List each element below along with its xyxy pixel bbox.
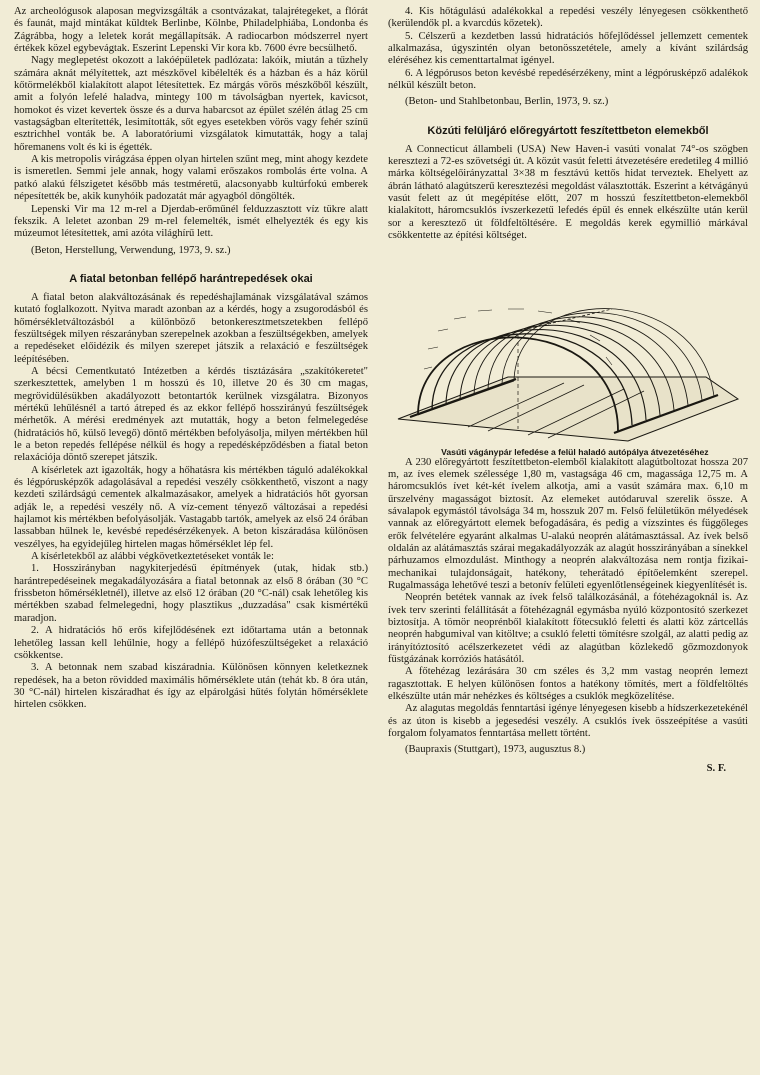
paragraph: A Connecticut állambeli (USA) New Haven-i vasúti vonalat 74°-os szögben keresztezi a 72-es szövetségi út. A közút vasút feletti átvezetésére eredetileg 4 millió márka költségelőirányzattal 3×38 m fesztávú kettős hidat terveztek. Ehelyett az ábrán látható alagútszerű keresztezési megoldást választották. Eszerint a kétvágányú vasút felett az út megépítése előtt, 207 m hosszú feszítettbeton-elemekből kialakított, háromcsuklós ívszerkezetű lefedés épül és ennek elkészülte után kerül sor a keresztező út földfeltöltésére. E megoldás kerek egymillió márkával csökkentette az építési költséget. xyxy=(388,143,748,242)
right-column xyxy=(388,6,748,775)
list-item: 5. Célszerű a kezdetben lassú hidratációs hőfejlődéssel jellemzett cementek alkalmazása, úgyszintén olyan betonösszetétele, amely a kívánt szilárdság eléréséhez kis cementtartalmat igényel. xyxy=(388,30,748,67)
list-item: 6. A légpórusos beton kevésbé repedésérzékeny, mint a légpórusképző adalékok nélkül készült beton. xyxy=(388,67,748,92)
paragraph: Neoprén betétek vannak az ívek felső találkozásánál, a fótehézagoknál is. Az ívek terv szerinti felállítását a fötehézagnál egymásba nyúló központosító szerkezet biztosítja. A tömör neoprénből kialakított főtecsukló feletti és alatti köz zártcellás neoprén habgumival van kitöltve; a csukló feletti tömítésre szolgál, az alatti pedig az irányítóztosító acélszerkezetet védi az alagútban közlekedő gőzmozdonyok füstgázának korróziós hatásától. xyxy=(388,592,748,665)
figure-caption: Vasúti vágánypár lefedése a felül haladó autópálya átvezetéséhez xyxy=(441,446,709,457)
source-citation: (Beton, Herstellung, Verwendung, 1973, 9. sz.) xyxy=(30,244,231,256)
list-item: 3. A betonnak nem szabad kiszáradnia. Különösen könnyen keletkeznek repedések, ha a beton rövidded maximális hőmérséklete után (tehát kb. 8 óra után, 30 °C-nál) hirtelen kiszáradhat és így az elpárolgási hűtés folytán hőmérséklete hirtelen csökken. xyxy=(14,662,368,711)
left-column xyxy=(14,6,368,712)
source-citation: (Beton- und Stahlbetonbau, Berlin, 1973, 9. sz.) xyxy=(404,96,609,108)
paragraph: A kis metropolis virágzása éppen olyan hirtelen szűnt meg, mint ahogy kezdete is ismeretlen. Semmi jele annak, hogy valami erőszakos rombolás érte volna. A patkó alakú félszigetet később más testméretű, alacsonyabb kultúrfokú emberek népesítették be, akik kunyhóik padozatát már agyagból döngölték. xyxy=(14,154,368,203)
paragraph: A kísérletekből az alábbi végkövetkeztetéseket vonták le: xyxy=(30,551,274,563)
author-signature: S. F. xyxy=(706,762,726,774)
article-cracks xyxy=(14,273,368,712)
list-item: 1. Hosszirányban nagykiterjedésű építmények (utak, hidak stb.) harántrepedéseinek megakadályozására a fiatal betonnak az első 8 órában (30 °C frissbeton hőmérsékletnél), illetve az első 12 órában (20 °C-nál) csak lehetőleg kis mértékben szabad felmelegedni, hogy plasztikus „duzzadása" csak kismértékű maradjon. xyxy=(14,563,368,624)
list-item: 2. A hidratációs hő erős kifejlődésének ezt időtartama után a betonnak lehetőleg lassan kell lehűlnie, hogy a fellépő húzófeszültségeket a relaxáció csökkentse. xyxy=(14,625,368,661)
conclusions-list xyxy=(14,563,368,711)
article-title: A fiatal betonban fellépő harántrepedések okai xyxy=(69,272,313,285)
list-item: 4. Kis hőtágulású adalékokkal a repedési veszély lényegesen csökkenthető (kerülendők pl. a kvarcdús kőzetek). xyxy=(388,6,748,30)
paragraph: Az alagutas megoldás fenntartási igénye lényegesen kisebb a hídszerkezetekénél és az úton is kisebb a jegesedési veszély. A csuklós ívek összeépítése a vasúti forgalom folyamatos fenntartása mellett történt. xyxy=(388,703,748,740)
paragraph: A főtehézag lezárására 30 cm széles és 3,2 mm vastag neoprén lemezt ragasztottak. E helyen különösen fontos a hatékony tömítés, mert a földfeltöltés elkészülte után már nehézkes és költséges a csuklók megközelítése. xyxy=(388,666,748,703)
conclusions-list-continued xyxy=(388,6,748,92)
paragraph: A fiatal beton alakváltozásának és repedéshajlamának vizsgálatával számos kutató foglalkozott. Nyitva maradt azonban az a kérdés, hogy a zsugorodásból és hőmérsékletváltozásból a különböző betonkeresztmetszetekben fellépő feszültségek milyen részarányban szerepelnek azokban a feszültségekben, amelyek a repedéseket előidézik és milyen szerepet játszik a relaxáció e feszültségek leépítésében. xyxy=(14,291,368,365)
source-citation: (Baupraxis (Stuttgart), 1973, augusztus 8.) xyxy=(404,744,586,756)
paragraph: A 230 előregyártott feszítettbeton-elemből kialakított alagútboltozat hossza 207 m, az íves elemek szélessége 1,80 m, vastagsága 46 cm, magassága 12,75 m. A háromcsuklós ívet két-két ívelem alkotja, ami a vasút számára max. 6,10 m űrszelvény magasságot biztosít. Az elemeket autódaruval szerelik össze. A sávalapok egymástól távolsága 34 m, hosszuk 207 m. Felső felületükön mélyedések vannak az előregyártott elemek befogadására, és pedig a vízszintes és függőleges erők felvételére egyaránt alkalmas U-alakú neoprén alátámasztással. Az ívek belső oldalán az alátámasztás szárai megakadályozzák az alagút hosszirányában a sínekkel párhuzamos elmozdulást. Minthogy a neoprén alakváltozása nem rontja fizikai-mechanikai tulajdonságait, hatékony, teherátadó építőelemként szerepel. Rugalmassága lehetővé teszi a betonív felületi egyenlőtlenségeinek kiegyenlítését is. xyxy=(388,456,748,591)
tunnel-arch-drawing xyxy=(388,249,748,445)
article-title: Közúti felüljáró előregyártott feszítettbeton elemekből xyxy=(427,124,709,137)
paragraph: A kísérletek azt igazolták, hogy a hőhatásra kis mértékben táguló adalékokkal és légpórusképzők adagolásával a repedési veszély csökkenthető, viszont a nagy kezdeti szilárdságú cementek alkalmazásakor, amelyek a hidratációs hőt gyorsan adják le, a repedési veszély nő. A víz-cement tényező változásai a repedési hajlamot kis mértékben befolyásolják. Vastagabb tartók, amelyek az első 24 órában lassabban hűlnek le, kevésbé repedésérzékenyek. A beton kiszáradása különösen veszélyes, ha egyidejűleg hirtelen magas hőmérséklet lép fel. xyxy=(14,464,368,550)
article-lepenski-vir xyxy=(14,6,368,257)
tunnel-arch-illustration xyxy=(388,249,748,445)
paragraph: A bécsi Cementkutató Intézetben a kérdés tisztázására „szakítókeretet" szerkesztettek, amelyben 1 m hosszú és 10, illetve 20 és 30 cm magas, megrövidülésükben akadályozott betontartók kerülnek vizsgálatra. Bizonyos mértékű lehűlésnél a tartó átreped és az ekkor fellépő hosszirányú feszültségek mérhetők. A mérési eredmények azt mutatták, hogy a beton felmelegedése (hidratációs hő, külső levegő) döntő mértékben befolyásolja, milyen mértékben hűl le a beton repedés fellépése nélkül és hogy a repedésképződésben a fiatal beton relaxációja döntő szerepet játszik. xyxy=(14,365,368,464)
article-overpass xyxy=(388,125,748,775)
paragraph: Nagy meglepetést okozott a lakóépületek padlózata: lakóik, miután a tűzhely számára aknát mélyítettek, azt mészkővel kibélelték és a házban és a ház körül kőtörmelékből kialakított alapot létesítettek. Ez márgás vörös mészkőből készült, amit a folyón lefelé haladva, mintegy 100 m távolságban nyertek, kavicsot, homokot és vizet kevertek össze és a durva habarcsot az épület szélén átlag 25 cm vastagságban elterítették, lesimították, sőt egyes esetekben vörös vagy fehér színű esztrichhel vonták be. A laboratóriumi vizsgálatok kimutatták, hogy a talaj hőremanens volt és ki is égették. xyxy=(14,55,368,153)
paragraph: Az archeológusok alaposan megvizsgálták a csontvázakat, talajrétegeket, a flórát és faunát, majd mintákat küldtek Berlinbe, Kölnbe, Philadelphiába, Londonba és Zágrábba, hogy a leletek korát megállapítsák. A radiocarbon módszerrel nyert értékek közel egybevágtak. Eszerint Lepenski Vir kora kb. 7600 évre becsülhető. xyxy=(14,6,368,55)
paragraph: Lepenski Vir ma 12 m-rel a Djerdab-erőműnél felduzzasztott víz tükre alatt fekszik. A leletet azonban 29 m-rel felemelték, ismét elhelyezték és egy kis múzeumot létesítettek, ami azóta világhírű lett. xyxy=(14,203,368,240)
